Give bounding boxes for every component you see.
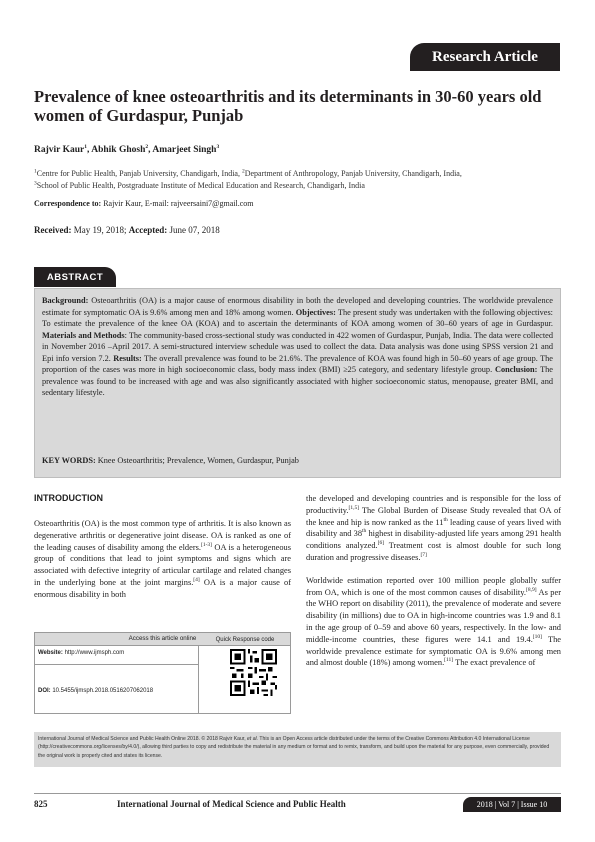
author-name: Amarjeet Singh: [152, 145, 217, 155]
author-sup: 2: [145, 143, 149, 150]
methods-label: Materials and Methods: [42, 330, 125, 340]
footnote-etal: et al.: [247, 736, 259, 742]
accepted-label: Accepted:: [128, 225, 168, 235]
received-label: Received:: [34, 225, 72, 235]
citation: [6]: [377, 540, 385, 547]
author-name: Abhik Ghosh: [91, 145, 146, 155]
author-sup: 1: [84, 143, 87, 150]
author-sup: 3: [216, 143, 220, 150]
section-heading-introduction: INTRODUCTION: [34, 493, 103, 503]
affil-sup: 3: [34, 180, 37, 187]
article-title: Prevalence of knee osteoarthritis and its determinants in 30-60 years old women of Gurdaspur, Punjab: [34, 87, 542, 125]
affil-sup: 1: [34, 168, 37, 175]
author-name: Rajvir Kaur: [34, 145, 85, 155]
background-label: Background:: [42, 296, 89, 305]
paragraph: [306, 493, 561, 564]
doi-label: DOI:: [38, 688, 51, 694]
website-link[interactable]: http://www.ijmsph.com: [62, 650, 125, 656]
paragraph-text: Treatment cost is almost double for such long duration and progressive diseases.: [306, 541, 561, 562]
article-type-tab: Research Article: [410, 43, 560, 71]
citation: [11]: [444, 657, 454, 664]
website-label: Website:: [38, 650, 63, 656]
doi-line: [38, 688, 153, 694]
paragraph-text: As per the WHO report on disability (2011), the prevalence of moderate and severe disability (in millions) due to OA in high-income countries was 1.9 and 8.1 in the age group of 0–59 and above 60 years, respectively. In the low- and middle-income countries, these figures were 14.1 and 19.4.: [306, 587, 561, 644]
results-label: Results:: [113, 353, 142, 363]
paragraph-text: the developed and developing countries and is responsible for the loss of productivity.: [306, 494, 561, 515]
ordinal-sup: th: [443, 516, 448, 523]
citation: [1,5]: [348, 505, 360, 511]
affil-text: Centre for Public Health, Panjab University, Chandigarh, India,: [36, 169, 242, 178]
accepted-date: June 07, 2018: [167, 225, 220, 235]
conclusion-label: Conclusion:: [494, 365, 538, 374]
citation: [4]: [193, 577, 200, 584]
issue-badge: 2018 | Vol 7 | Issue 10: [463, 797, 561, 812]
paragraph-text: The worldwide prevalence estimate for symptomatic OA is 9.6% among men and almost double (18%) among women.: [306, 634, 561, 668]
paragraph-text: Osteoarthritis (OA) is the most common type of arthritis. It is also known as degenerative arthritis or degenerative joint disease. OA is ranked as one of the leading causes of disability among the elders.: [34, 519, 291, 552]
paragraph-text: OA is a heterogeneous group of conditions that lead to joint symptoms and signs which are associated with defective integrity of articular cartilage and related changes in the underlying bone at the joint margins.: [34, 542, 291, 587]
citation: [10]: [532, 633, 542, 640]
paragraph-text: Worldwide estimation reported over 100 million people globally suffer from OA, which is one of the most common causes of disability.: [306, 575, 561, 597]
correspondence-text: Rajvir Kaur, E-mail: rajveersaini7@gmail.com: [101, 199, 254, 208]
affil-text: School of Public Health, Postgraduate Institute of Medical Education and Research, Chandigarh, India: [36, 181, 365, 190]
abstract-tab: ABSTRACT: [34, 267, 116, 287]
methods-text: : The community-based cross-sectional study was conducted in 422 women of Gurdaspur, Punjab, India. The data were collected in November 2016 –April 2017. A semi-structured interview schedule was used to collect the data. Data analysis was done using SPSS version 21 and Epi info version 7.2.: [42, 330, 553, 363]
affil-sup: 2: [241, 168, 245, 175]
affiliations: [34, 168, 564, 192]
dates: [34, 225, 220, 235]
abstract-text: [42, 295, 553, 399]
right-column-text: [306, 493, 561, 680]
results-text: The overall prevalence was found to be 21.6%. The prevalence of KOA was found high in 50–60 years of age group. The proportion of the cases was more in high socioeconomic class, body mass index (BMI) ≥25 category, and sedentary lifestyle group.: [42, 353, 553, 374]
website-line: [38, 650, 124, 656]
license-footnote: [34, 732, 561, 767]
paragraph: [306, 575, 561, 669]
paragraph-text: OA is a major cause of enormous disability in both: [34, 577, 291, 599]
qr-label: Quick Response code: [215, 637, 275, 643]
paragraph-text: The Global Burden of Disease Study revealed that OA of the knee and hip is now ranked as the 11: [306, 505, 561, 527]
footnote-text: This is an Open Access article distributed under the terms of the Creative Commons Attribution 4.0 International License (http://creativecommons.org/licenses/by/4.0/), allowing third parties to copy and redistribute the material in any medium or format and to remix, transform, and build upon the material for any purpose, even commercially, provided the original work is properly cited and states its license.: [38, 736, 550, 759]
left-column-text: [34, 518, 291, 601]
footer-rule: [34, 793, 561, 794]
correspondence: [34, 199, 254, 208]
doi-value[interactable]: 10.5455/ijmsph.2018.0516207062018: [50, 688, 154, 694]
author-list: Rajvir Kaur$^1$, Abhik Ghosh$^2$, Amarjeet Singh$^3$: [34, 143, 220, 155]
paragraph-text: leading cause of years lived with disability and 38: [306, 517, 562, 539]
correspondence-label: Correspondence to:: [34, 199, 102, 208]
keywords-label: KEY WORDS:: [42, 456, 96, 465]
paragraph-text: The exact prevalence of: [453, 658, 536, 668]
affil-text: Department of Anthropology, Panjab University, Chandigarh, India,: [244, 169, 462, 178]
page-number: 825: [34, 799, 48, 809]
footnote-text: International Journal of Medical Science and Public Health Online 2018. © 2018 Rajvir Kaur,: [38, 736, 248, 742]
divider: [35, 664, 198, 665]
access-heading: Access this article online: [35, 633, 290, 646]
qr-code-icon[interactable]: [230, 649, 277, 696]
citation: [1-3]: [200, 541, 212, 548]
keywords-text: Knee Osteoarthritis; Prevalence, Women, Gurdaspur, Punjab: [95, 456, 299, 465]
citation: [7]: [420, 552, 427, 559]
abstract-box: [34, 288, 561, 478]
objectives-label: Objectives:: [295, 307, 336, 317]
background-text: Osteoarthritis (OA) is a major cause of enormous disability in both the developed and developing countries. The worldwide prevalence estimate for symptomatic OA is 9.6% among men and 18% among women.: [42, 296, 553, 317]
access-info: [35, 646, 199, 714]
access-online-box: [34, 632, 291, 714]
conclusion-text: The prevalence was found to be increased with age and was also significantly associated with higher socioeconomic status, menopause, greater BMI, and sedentary lifestyle.: [42, 365, 553, 397]
ordinal-sup: th: [362, 528, 367, 535]
keywords: [42, 456, 299, 465]
journal-name: International Journal of Medical Science and Public Health: [117, 799, 346, 809]
received-date: May 19, 2018;: [71, 225, 129, 235]
paragraph-text: highest in disability-adjusted life years among 291 health conditions analyzed.: [306, 529, 562, 551]
citation: [8,9]: [526, 586, 537, 593]
objectives-text: The present study was undertaken with the following objectives: To estimate the prevalence of the knee OA (KOA) and to ascertain the determinants of KOA among women of 30–60 years of age in Gurdaspur.: [42, 307, 553, 328]
